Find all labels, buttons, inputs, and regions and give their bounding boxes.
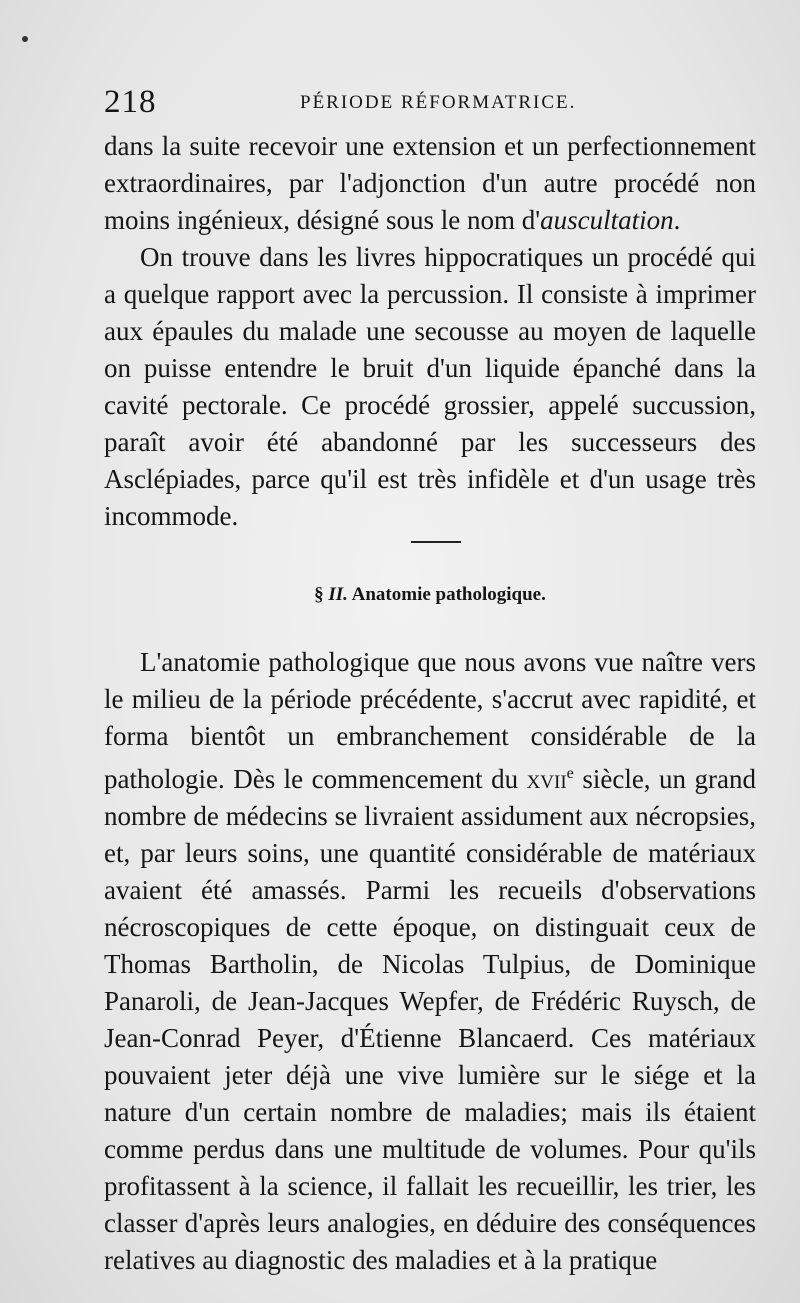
paragraph-succussion: On trouve dans les livres hippocratiques un procédé qui a quelque rapport avec la percussion. Il consiste à imprimer aux épaules du malade une secousse au moyen de laquelle on puisse entendre le bruit d'un liquide épanché dans la cavité pectorale. Ce procédé grossier, appelé succussion, paraît avoir été abandonné par les successeurs des Asclépiades, parce qu'il est très infidèle et d'un usage très incommode. (104, 242, 756, 531)
section-heading (104, 584, 756, 606)
ink-spot (22, 36, 28, 42)
century-superscript: e (566, 764, 574, 782)
italic-term: auscultation (540, 205, 674, 235)
century-numeral: xvii (526, 764, 567, 794)
paragraph-text-end: siècle, un grand nombre de médecins se livraient assidument aux nécropsies, et, par leurs soins, une quantité considérable de matériaux avaient été amassés. Parmi les recueils d'observations nécroscopiques de cette époque, on distinguait ceux de Thomas Bartholin, de Nicolas Tulpius, de Dominique Panaroli, de Jean-Jacques Wepfer, de Frédéric Ruysch, de Jean-Conrad Peyer, d'Étienne Blancaerd. Ces matériaux pouvaient jeter déjà une vive lumière sur le siége et la nature d'un certain nombre de maladies; mais ils étaient comme perdus dans une multitude de volumes. Pour qu'ils profitassent à la science, il fallait les recueillir, les trier, les classer d'après leurs analogies, en déduire des conséquences relatives au diagnostic des maladies et à la pratique (104, 764, 757, 1275)
paragraph-anatomy (104, 644, 756, 1279)
page-header (104, 84, 756, 124)
paragraph-text: dans la suite recevoir une extension et un perfectionnement extraordinaires, par l'adjonction d'un autre procédé non moins ingénieux, désigné sous le nom d' (104, 131, 756, 235)
paragraph-continuation (104, 128, 756, 239)
section-divider (411, 541, 461, 543)
paragraph-text-end: . (673, 205, 681, 235)
text-block-upper (104, 128, 756, 535)
text-block-lower (104, 644, 756, 1279)
paragraph-text: L'anatomie pathologique que nous avons vue naître vers le milieu de la période précédente, s'accrut avec rapidité, et forma bientôt un embranchement considérable de la pathologie. Dès le commencement du (104, 647, 756, 794)
section-number: II. (328, 584, 348, 605)
section-title: Anatomie pathologique. (351, 584, 546, 605)
page-number: 218 (104, 84, 157, 120)
running-title: PÉRIODE RÉFORMATRICE. (300, 92, 577, 113)
section-symbol: § (314, 584, 324, 605)
